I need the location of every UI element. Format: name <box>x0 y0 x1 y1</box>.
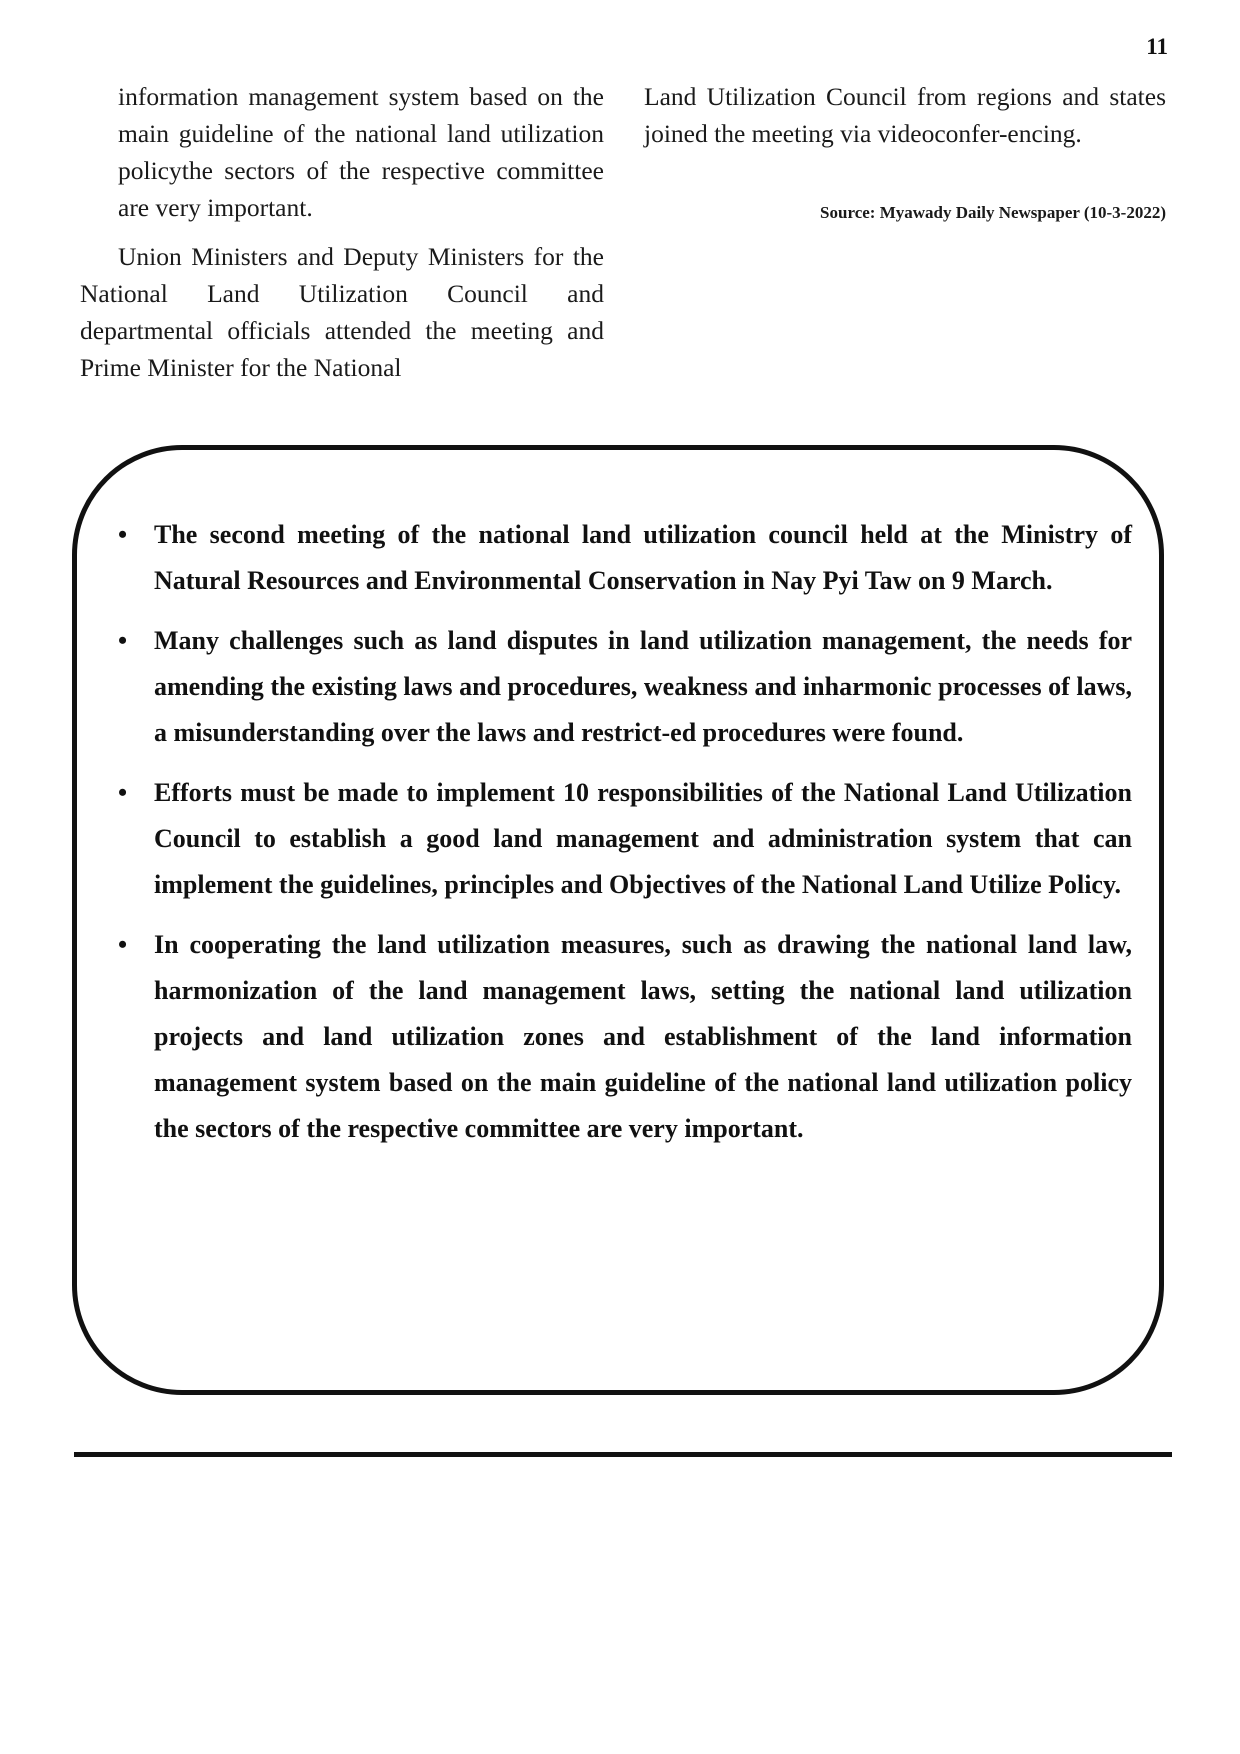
summary-bullet-item <box>112 512 1132 604</box>
page-number: 11 <box>1146 34 1168 59</box>
bullet-text: The second meeting of the national land utilization council held at the Ministry of Natural Resources and Environmental Conservation in Nay Pyi Taw on 9 March. <box>154 520 1132 595</box>
bullet-icon: • <box>118 930 128 959</box>
summary-bullet-item <box>112 770 1132 908</box>
bullet-text: In cooperating the land utilization measures, such as drawing the national land law, harmonization of the land management laws, setting the national land utilization projects and land utilization zones and establishment of the land information management system based on the main guideline of the national land utilization policy the sectors of the respective committee are very important. <box>154 930 1132 1143</box>
bullet-icon: • <box>118 626 128 655</box>
bullet-text: Many challenges such as land disputes in land utilization management, the needs for amending the existing laws and procedures, weakness and inharmonic processes of laws, a misunderstanding over the laws and restrict-ed procedures were found. <box>154 626 1132 747</box>
paragraph-videoconference: Land Utilization Council from regions and states joined the meeting via videoconfer-encing. <box>644 82 1166 148</box>
summary-bullet-list <box>112 512 1132 1166</box>
bullet-icon: • <box>118 520 128 549</box>
paragraph-attendees: Union Ministers and Deputy Ministers for the National Land Utilization Council and departmental officials attended the meeting and Prime Minister for the National <box>80 242 604 382</box>
summary-bullet-item <box>112 922 1132 1152</box>
horizontal-divider <box>74 1452 1172 1457</box>
source-citation: Source: Myawady Daily Newspaper (10-3-2022) <box>820 203 1166 222</box>
bullet-icon: • <box>118 778 128 807</box>
summary-bullet-item <box>112 618 1132 756</box>
bullet-text: Efforts must be made to implement 10 responsibilities of the National Land Utilization Council to establish a good land management and administration system that can implement the guidelines, principles and Objectives of the National Land Utilize Policy. <box>154 778 1132 899</box>
paragraph-continued: information management system based on the main guideline of the national land utilization policythe sectors of the respective committee are very important. <box>118 82 604 222</box>
article-left-column <box>80 78 604 398</box>
article-right-column <box>644 78 1166 236</box>
